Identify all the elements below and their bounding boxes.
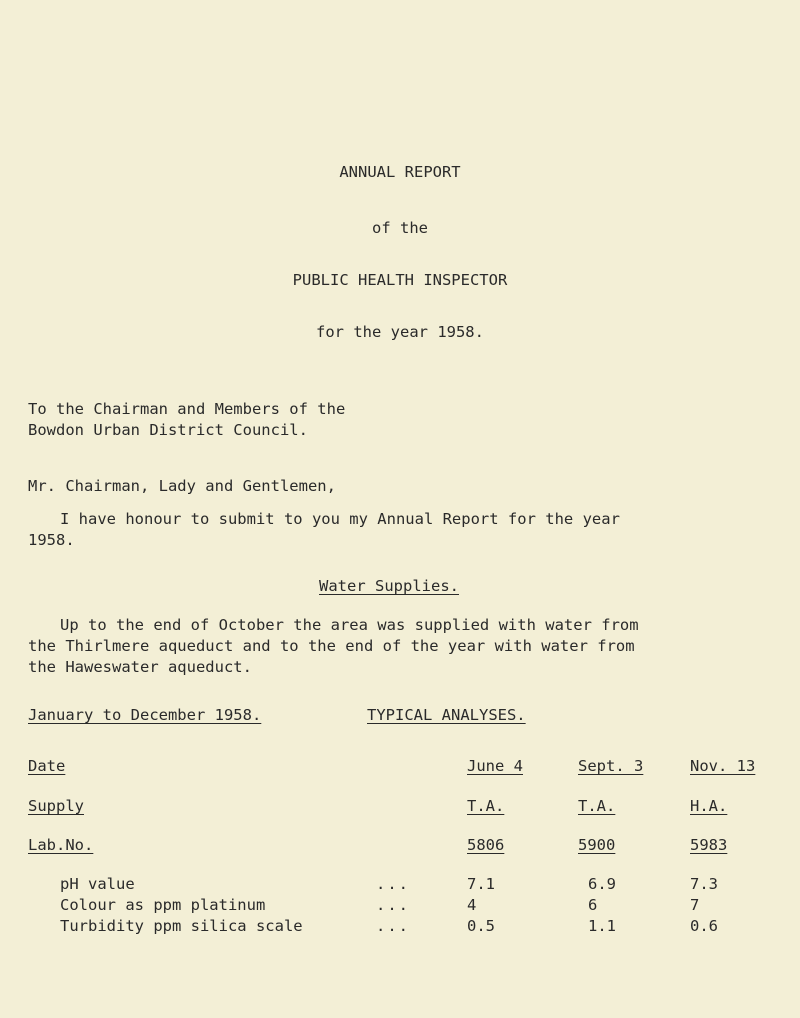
row-label-ph: pH value	[60, 875, 135, 893]
col3-date: Nov. 13	[690, 757, 756, 775]
row-label-colour: Colour as ppm platinum	[60, 896, 266, 914]
section-heading-water-supplies: Water Supplies.	[319, 577, 459, 595]
row-leader-colour: ...	[376, 896, 410, 914]
period-heading: January to December 1958.	[28, 706, 262, 724]
table-label-supply: Supply	[28, 797, 84, 815]
col2-date: Sept. 3	[578, 757, 644, 775]
address-line-1: To the Chairman and Members of the	[28, 400, 346, 418]
col2-ph: 6.9	[588, 875, 616, 893]
col2-lab-no: 5900	[578, 836, 616, 854]
intro-line-2: 1958.	[28, 531, 75, 549]
col3-colour: 7	[690, 896, 700, 914]
row-leader-ph: ...	[376, 875, 410, 893]
col1-colour: 4	[467, 896, 477, 914]
table-label-lab-no: Lab.No.	[28, 836, 94, 854]
report-title-of: of the	[372, 219, 428, 237]
col3-turbidity: 0.6	[690, 917, 718, 935]
col1-supply: T.A.	[467, 797, 505, 815]
row-leader-turbidity: ...	[376, 917, 410, 935]
intro-line-1: I have honour to submit to you my Annual Report for the year	[60, 510, 620, 528]
water-text-line-1: Up to the end of October the area was supplied with water from	[60, 616, 639, 634]
col2-turbidity: 1.1	[588, 917, 616, 935]
table-label-date: Date	[28, 757, 66, 775]
col3-supply: H.A.	[690, 797, 728, 815]
col1-ph: 7.1	[467, 875, 495, 893]
col2-supply: T.A.	[578, 797, 616, 815]
salutation: Mr. Chairman, Lady and Gentlemen,	[28, 477, 336, 495]
col3-lab-no: 5983	[690, 836, 728, 854]
col2-colour: 6	[588, 896, 598, 914]
report-title-year: for the year 1958.	[316, 323, 484, 341]
col3-ph: 7.3	[690, 875, 718, 893]
report-title: ANNUAL REPORT	[339, 163, 461, 181]
col1-lab-no: 5806	[467, 836, 505, 854]
address-line-2: Bowdon Urban District Council.	[28, 421, 308, 439]
report-title-inspector: PUBLIC HEALTH INSPECTOR	[292, 271, 508, 289]
water-text-line-2: the Thirlmere aqueduct and to the end of the year with water from	[28, 637, 635, 655]
typical-analyses-heading: TYPICAL ANALYSES.	[367, 706, 526, 724]
row-label-turbidity: Turbidity ppm silica scale	[60, 917, 303, 935]
col1-turbidity: 0.5	[467, 917, 495, 935]
col1-date: June 4	[467, 757, 523, 775]
water-text-line-3: the Haweswater aqueduct.	[28, 658, 252, 676]
